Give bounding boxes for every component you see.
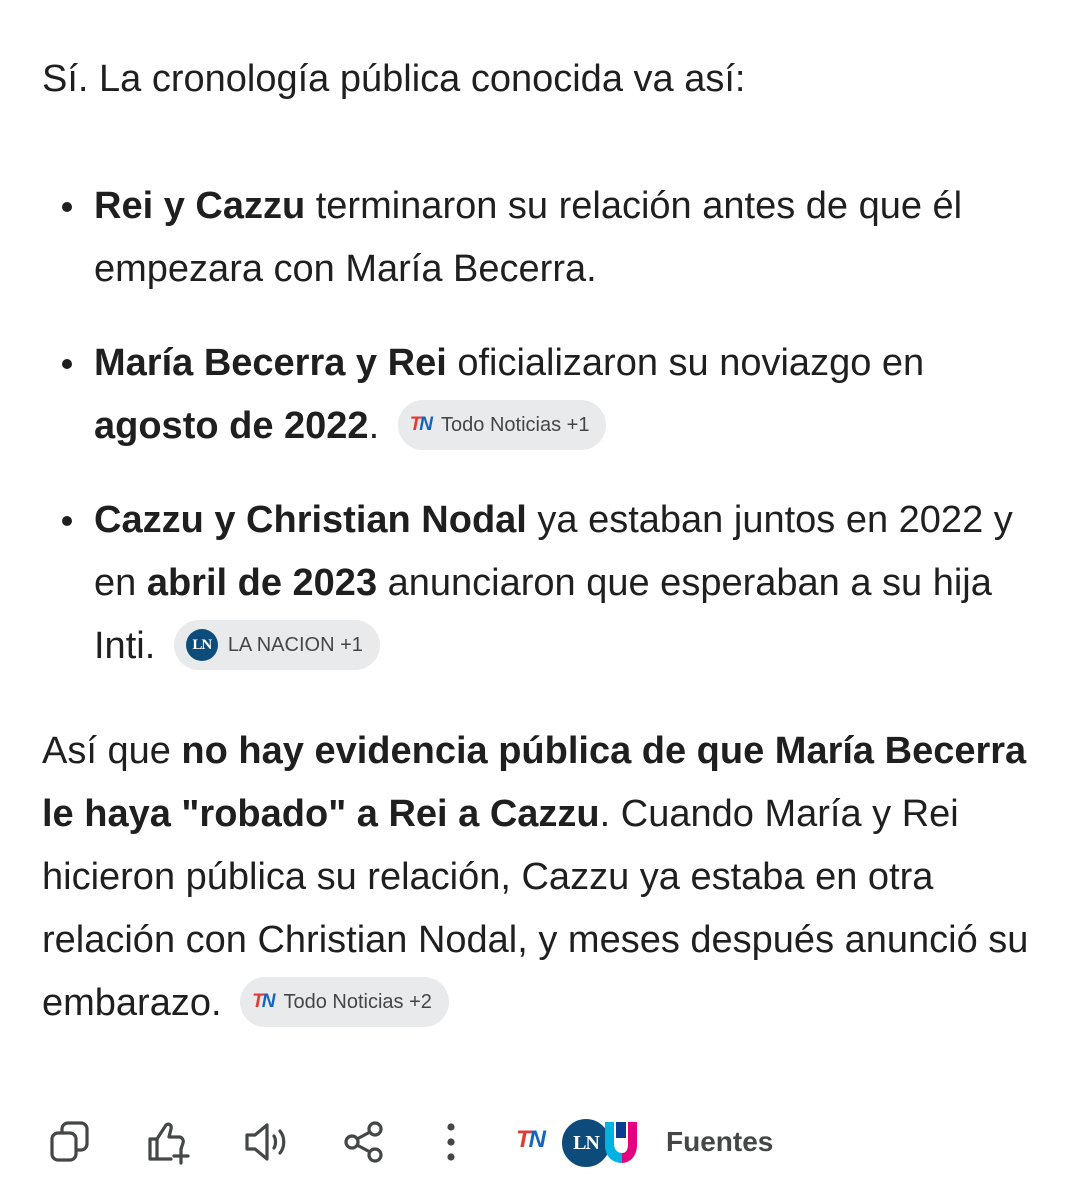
bullet-icon [62,359,72,369]
la-nacion-logo-icon: LN [560,1117,612,1169]
fact-bold-date: agosto de 2022 [94,405,369,447]
summary-text: Así que [42,730,182,772]
tn-logo-icon: TN [516,1126,545,1153]
response-toolbar [44,1112,1044,1172]
like-button[interactable] [142,1116,194,1168]
sources-label: Fuentes [666,1126,774,1157]
fact-bold: Rei y Cazzu [94,185,306,227]
response-body [42,48,1042,1035]
source-chip-todo-noticias[interactable] [240,977,449,1027]
sources-button[interactable] [516,1116,773,1168]
source-chip-label: Todo Noticias +1 [441,413,590,436]
bullet-icon [62,202,72,212]
summary-text: . Cuando María y Rei hicieron pública su relación, Cazzu ya estaba en otra relación con Christian Nodal, y meses después anunció su embarazo. [42,793,1029,1024]
summary-bold: no hay evidencia pública de que María Becerra le haya "robado" a Rei a Cazzu [42,730,1027,835]
source-chip-label: LA NACION +1 [227,633,363,656]
fact-text: ya estaban juntos en 2022 y en [94,499,1013,604]
la-nacion-logo-icon: LN [186,629,218,661]
more-vert-icon [436,1119,466,1165]
thumbs-up-icon [145,1119,191,1165]
share-button[interactable] [338,1116,390,1168]
summary-paragraph [42,720,1042,1035]
bullet-icon [62,516,72,526]
fact-text: oficializaron su noviazgo en [446,342,925,384]
list-item [42,489,1042,678]
intro-text: Sí. La cronología pública conocida va así: [42,58,746,100]
fact-bold-date: abril de 2023 [146,562,378,604]
copy-icon [47,1119,93,1165]
list-item [42,332,1042,458]
fact-bold: María Becerra y Rei [94,342,447,384]
list-item [42,175,1042,301]
univision-logo-icon [602,1118,640,1171]
read-aloud-button[interactable] [240,1116,292,1168]
speaker-icon [243,1119,289,1165]
fact-text: terminaron su relación antes de que él empezara con María Becerra. [94,185,963,290]
source-chip-la-nacion[interactable] [174,620,380,670]
copy-button[interactable] [44,1116,96,1168]
source-chip-label: Todo Noticias +2 [283,990,432,1013]
tn-logo-icon: TN [409,414,432,436]
fact-bold: Cazzu y Christian Nodal [94,499,527,541]
source-chip-todo-noticias[interactable] [398,400,607,450]
fact-text: anunciaron que esperaban a su hija Inti. [94,562,992,667]
share-icon [341,1119,387,1165]
source-logos [516,1116,644,1168]
fact-text: . [368,405,380,447]
more-options-button[interactable] [436,1116,466,1168]
fact-list [42,175,1042,678]
tn-logo-icon: TN [252,991,274,1013]
